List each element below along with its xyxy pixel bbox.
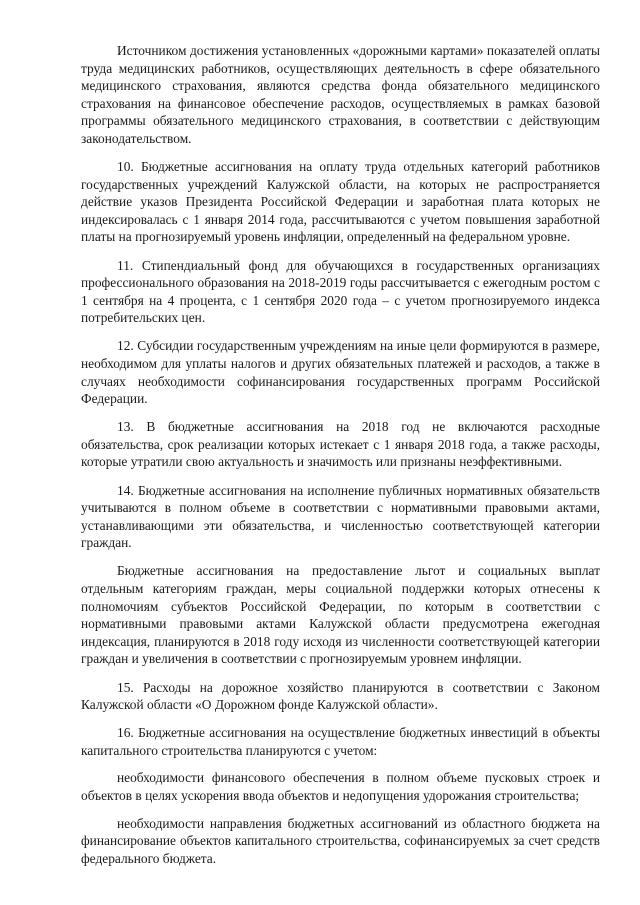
- paragraph-investment-condition-1: необходимости финансового обеспечения в полном объеме пусковых строек и объектов в целях ускорения ввода объектов и недопущения удорожания строительства;: [81, 770, 600, 803]
- paragraph-12-subsidies: 12. Субсидии государственным учреждениям на иные цели формируются в размере, необходимом для уплаты налогов и других обязательных платежей и расходов, а также в случаях необходимости софинансирования государственных программ Российской Федерации.: [81, 338, 600, 407]
- paragraph-13-excluded-obligations: 13. В бюджетные ассигнования на 2018 год не включаются расходные обязательства, срок реализации которых истекает с 1 января 2018 года, а также расходы, которые утратили свою актуальность и значимость или признаны неэффективными.: [81, 419, 600, 470]
- document-body: [81, 42, 600, 878]
- paragraph-15-road-fund: 15. Расходы на дорожное хозяйство планируются в соответствии с Законом Калужской области «О Дорожном фонде Калужской области».: [81, 679, 600, 713]
- paragraph-10-salary-indexation: 10. Бюджетные ассигнования на оплату труда отдельных категорий работников государственных учреждений Калужской области, на которых не распространяется действие указов Президента Российской Федерации и заработная плата которых не индексировалась с 1 января 2014 года, рассчитываются с учетом повышения заработной платы на прогнозируемый уровень инфляции, определенный на федеральном уровне.: [81, 159, 600, 245]
- paragraph-11-stipend-fund: 11. Стипендиальный фонд для обучающихся в государственных организациях профессионального образования на 2018-2019 годы рассчитывается с ежегодным ростом с 1 сентября на 4 процента, с 1 сентября 2020 года – с учетом прогнозируемого индекса потребительских цен.: [81, 257, 600, 326]
- paragraph-social-benefits: Бюджетные ассигнования на предоставление льгот и социальных выплат отдельным категориям граждан, меры социальной поддержки которых отнесены к полномочиям субъектов Российской Федерации, по которым в соответствии с нормативными правовыми актами Калужской области предусмотрена ежегодная индексация, планируются в 2018 году исходя из численности соответствующей категории граждан и увеличения в соответствии с прогнозируемым уровнем инфляции.: [81, 563, 600, 667]
- paragraph-investment-condition-2: необходимости направления бюджетных ассигнований из областного бюджета на финансирование объектов капитального строительства, софинансируемых за счет средств федерального бюджета.: [81, 815, 600, 866]
- paragraph-14-public-obligations: 14. Бюджетные ассигнования на исполнение публичных нормативных обязательств учитываются в полном объеме в соответствии с нормативными правовыми актами, устанавливающими эти обязательства, и численностью соответствующей категории граждан.: [81, 482, 600, 551]
- paragraph-funding-source: Источником достижения установленных «дорожными картами» показателей оплаты труда медицинских работников, осуществляющих деятельность в сфере обязательного медицинского страхования, являются средства фонда обязательного медицинского страхования на финансовое обеспечение расходов, осуществляемых в рамках базовой программы обязательного медицинского страхования, в соответствии с действующим законодательством.: [81, 43, 600, 146]
- paragraph-16-investments: 16. Бюджетные ассигнования на осуществление бюджетных инвестиций в объекты капитального строительства планируются с учетом:: [81, 725, 600, 758]
